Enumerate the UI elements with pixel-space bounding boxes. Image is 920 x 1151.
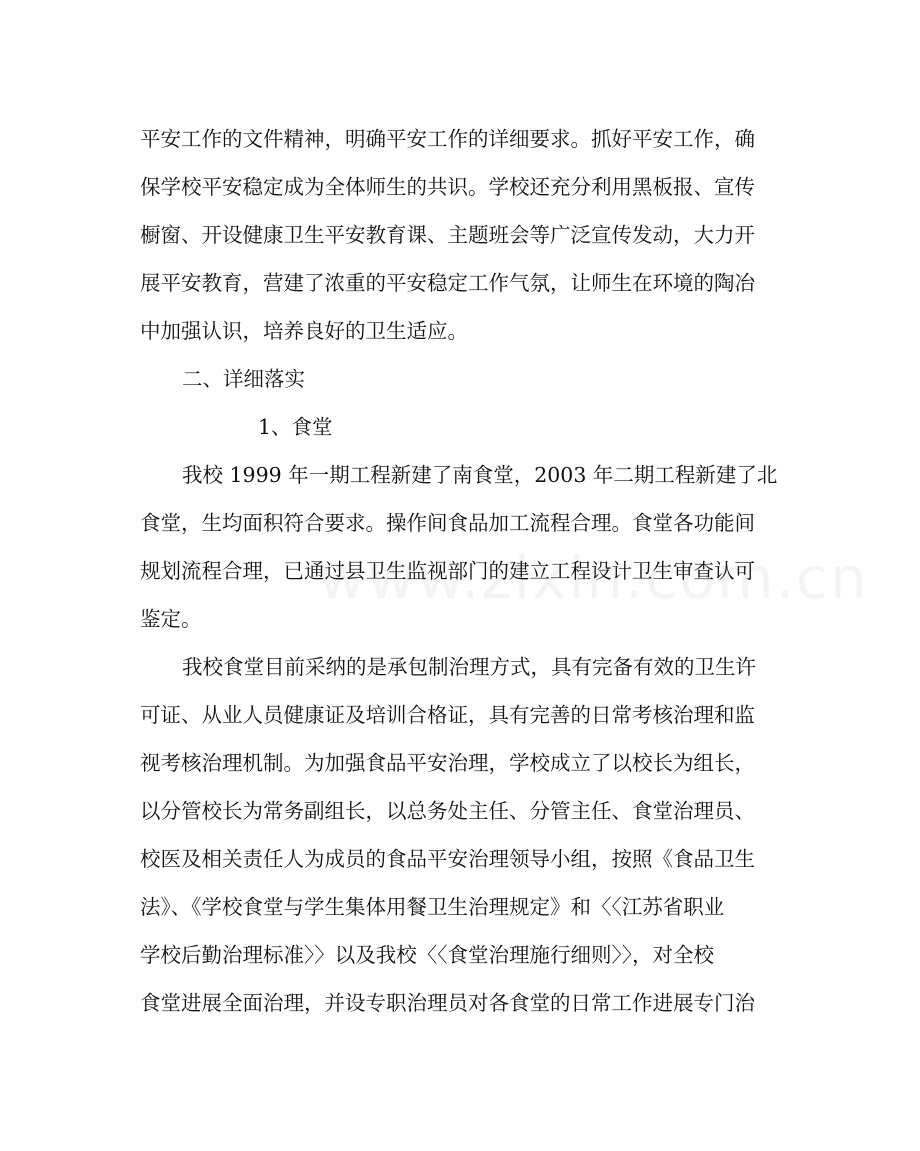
body-line: 橱窗、开设健康卫生平安教育课、主题班会等广泛宣传发动，大力开 (140, 223, 755, 247)
body-line: 展平安教育，营建了浓重的平安稳定工作气氛，让师生在环境的陶冶 (140, 271, 755, 295)
body-line: 视考核治理机制。为加强食品平安治理，学校成立了以校长为组长， (140, 751, 755, 775)
body-line: 规划流程合理，已通过县卫生监视部门的建立工程设计卫生审查认可 (140, 559, 755, 583)
body-line: 鉴定。 (140, 607, 202, 631)
body-line: 保学校平安稳定成为全体师生的共识。学校还充分利用黑板报、宣传 (140, 175, 755, 199)
body-line: 中加强认识，培养良好的卫生适应。 (140, 319, 468, 343)
body-line: 我校 1999 年一期工程新建了南食堂，2003 年二期工程新建了北 (182, 463, 778, 487)
body-line: 食堂进展全面治理，并设专职治理员对各食堂的日常工作进展专门治 (140, 991, 755, 1015)
section-heading: 二、详细落实 (182, 367, 305, 391)
body-line: 学校后勤治理标准〉〉以及我校〈〈食堂治理施行细则〉〉，对全校 (140, 943, 714, 967)
body-line: 可证、从业人员健康证及培训合格证，具有完善的日常考核治理和监 (140, 703, 755, 727)
body-line: 平安工作的文件精神，明确平安工作的详细要求。抓好平安工作，确 (140, 127, 755, 151)
body-line: 校医及相关责任人为成员的食品平安治理领导小组，按照《食品卫生 (140, 847, 755, 871)
subsection-heading: 1、食堂 (258, 415, 333, 439)
body-line: 我校食堂目前采纳的是承包制治理方式，具有完备有效的卫生许 (182, 655, 756, 679)
body-line: 食堂，生均面积符合要求。操作间食品加工流程合理。食堂各功能间 (140, 511, 755, 535)
body-line: 以分管校长为常务副组长，以总务处主任、分管主任、食堂治理员、 (140, 799, 755, 823)
body-line: 法》、《学校食堂与学生集体用餐卫生治理规定》和〈〈江苏省职业 (140, 895, 725, 919)
